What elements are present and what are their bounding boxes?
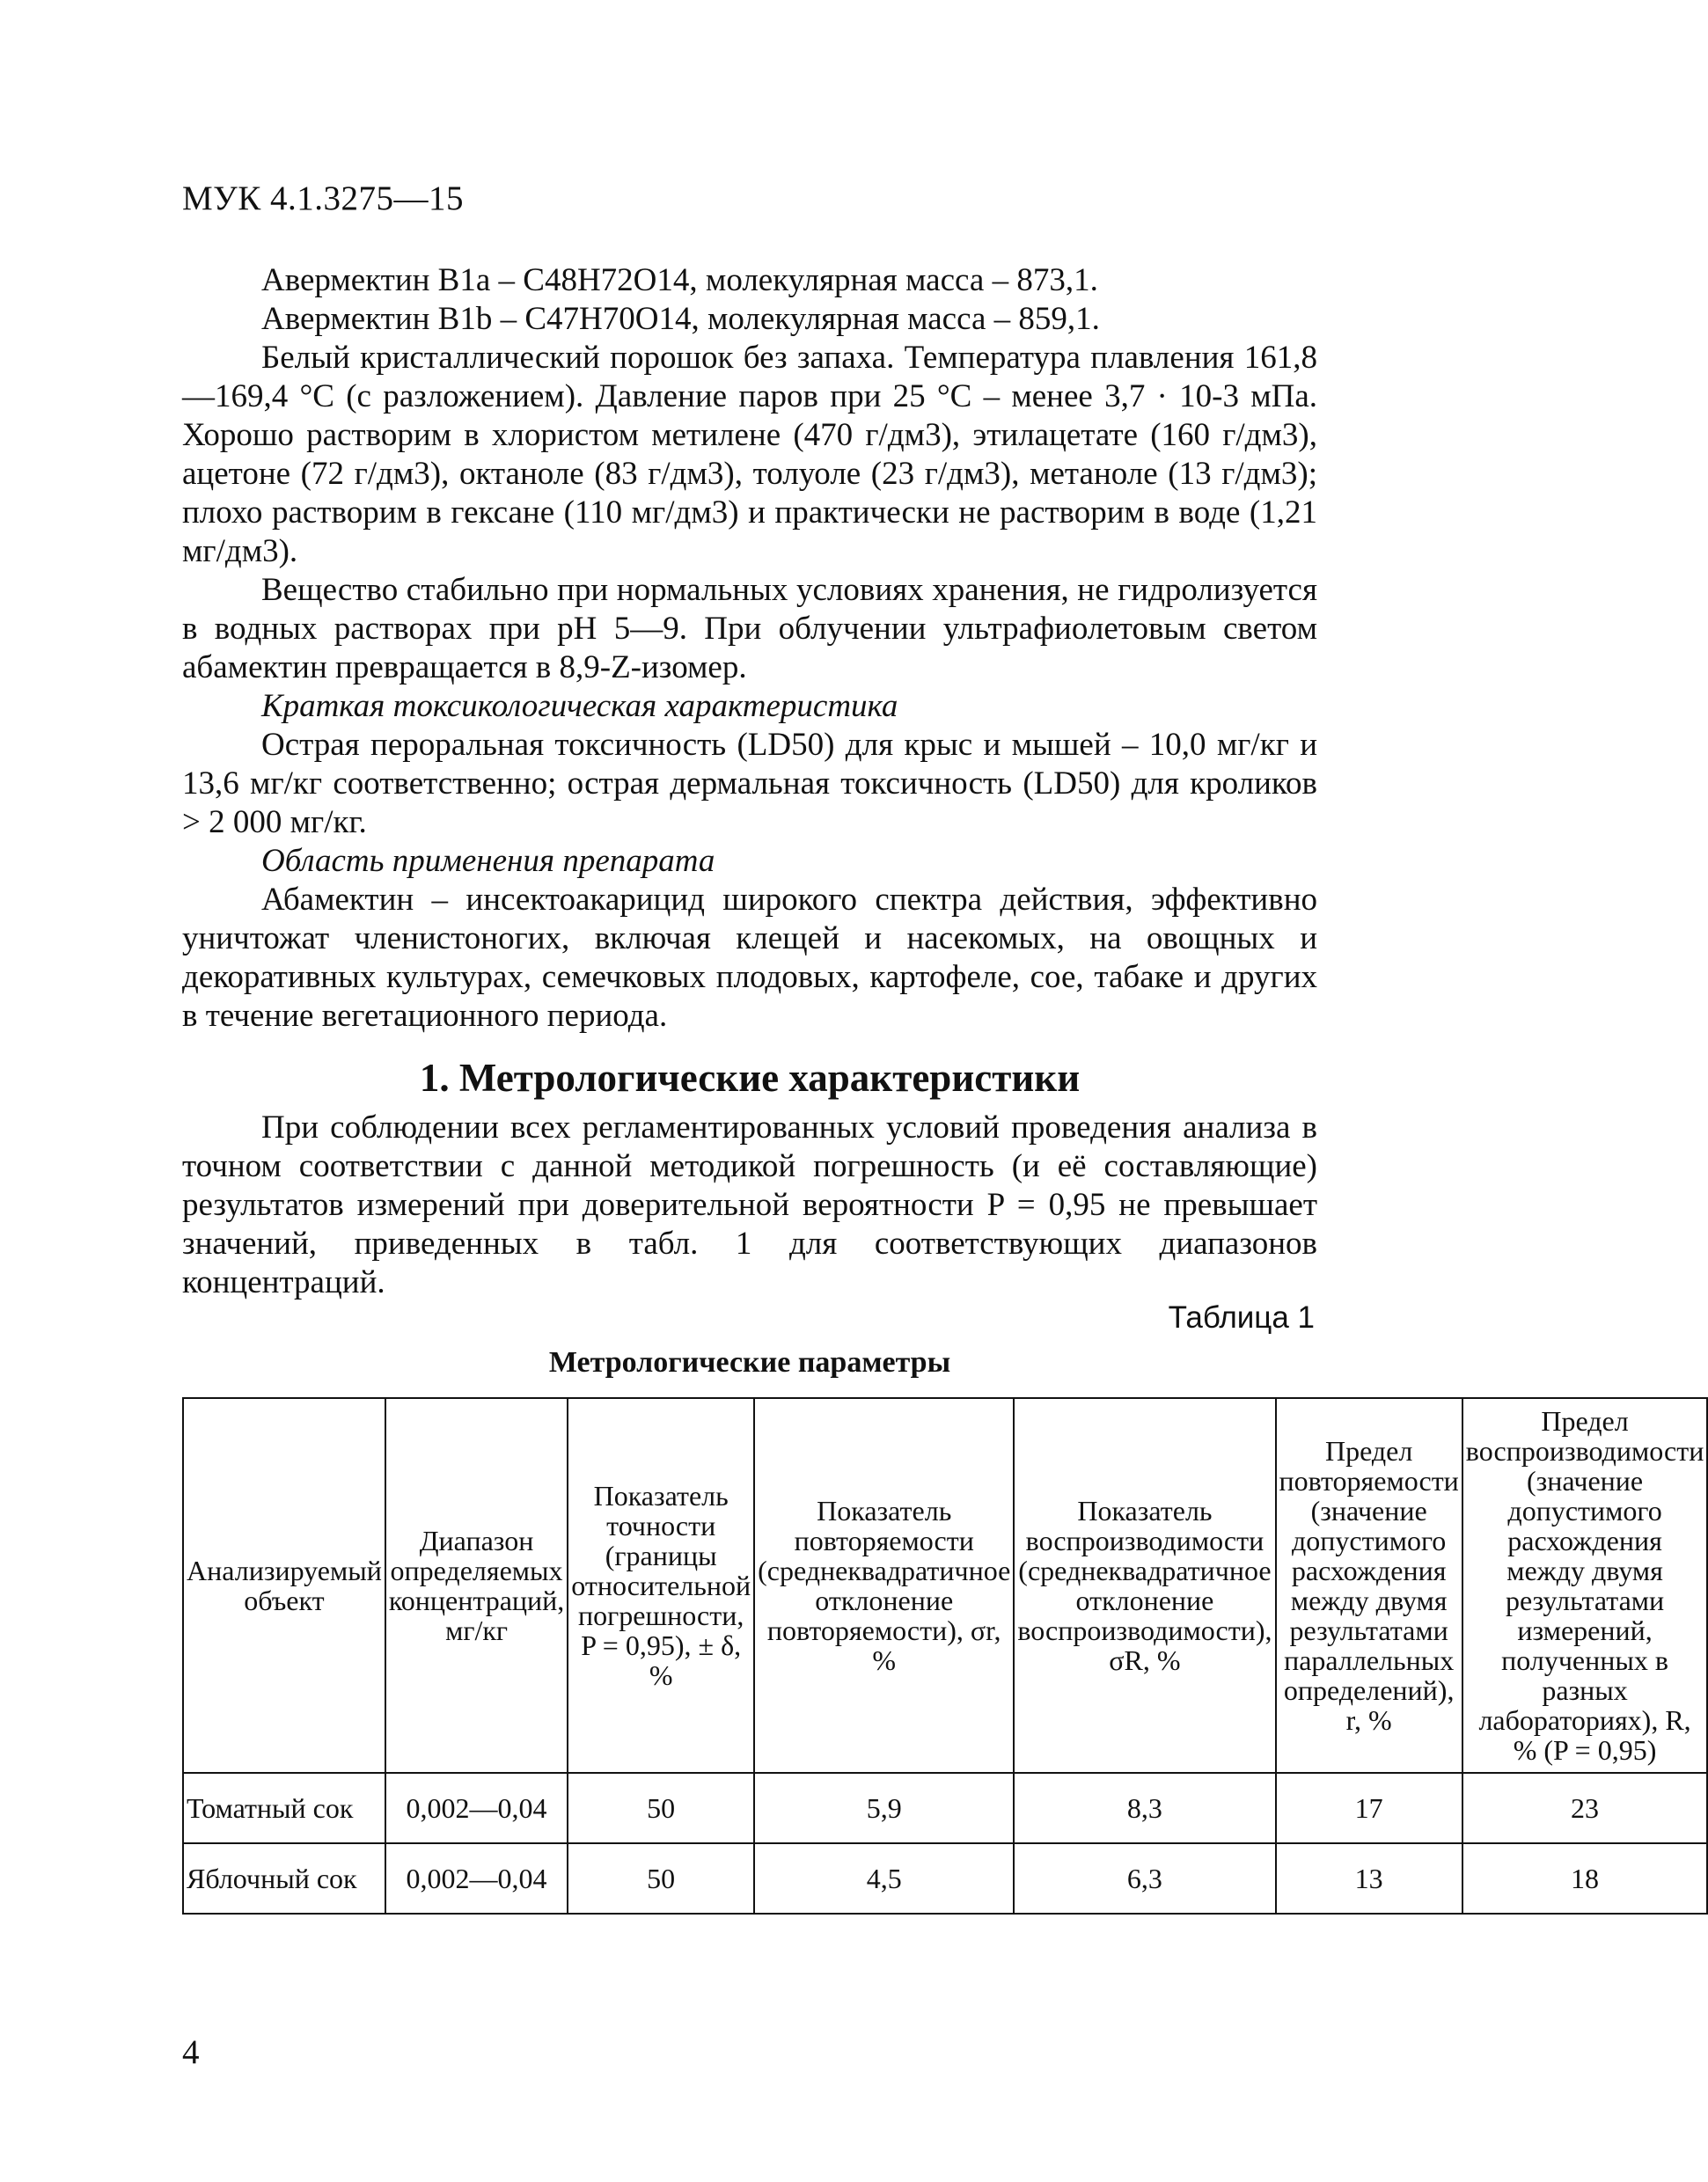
table-row	[183, 1843, 1707, 1914]
cell-accuracy: 50	[568, 1773, 754, 1843]
page-number: 4	[182, 2033, 200, 2071]
cell-repeatability: 4,5	[754, 1843, 1014, 1914]
cell-reprod-limit: 23	[1462, 1773, 1708, 1843]
table-row	[183, 1773, 1707, 1843]
toxicology-subheading: Краткая токсикологическая характеристика	[261, 688, 898, 724]
cell-reproducibility: 6,3	[1014, 1843, 1275, 1914]
properties-paragraph: Белый кристаллический порошок без запаха. Температура плавления 161,8—169,4 °C (с разложением). Давление паров при 25 °C – менее 3,7 · 10-3 мПа. Хорошо растворим в хлористом метилене (470 г/дм3), этилацетате (160 г/дм3), ацетоне (72 г/дм3), октаноле (83 г/дм3), толуоле (23 г/дм3), метаноле (13 г/дм3); плохо растворим в гексане (110 мг/дм3) и практически не растворим в воде (1,21 мг/дм3).	[182, 340, 1317, 569]
stability-paragraph: Вещество стабильно при нормальных условиях хранения, не гидролизуется в водных растворах при pH 5—9. При облучении ультрафиолетовым светом абамектин превращается в 8,9-Z-изомер.	[182, 572, 1317, 685]
cell-reprod-limit: 18	[1462, 1843, 1708, 1914]
cell-object: Яблочный сок	[183, 1843, 385, 1914]
cell-range: 0,002—0,04	[385, 1843, 568, 1914]
col-header-repeatability: Показатель повторяемости (среднеквадратичное отклонение повторяемости), σr, %	[754, 1398, 1014, 1773]
table-header-row	[183, 1398, 1707, 1773]
formula-b1b: Авермектин B1b – C47H70O14, молекулярная масса – 859,1.	[261, 301, 1100, 337]
cell-accuracy: 50	[568, 1843, 754, 1914]
col-header-range: Диапазон определяемых концентраций, мг/кг	[385, 1398, 568, 1773]
table-number: Таблица 1	[1168, 1300, 1315, 1335]
cell-repeat-limit: 17	[1276, 1773, 1462, 1843]
col-header-repeat-limit: Предел повторяемости (значение допустимого расхождения между двумя результатами параллельных определений), r, %	[1276, 1398, 1462, 1773]
toxicity-paragraph: Острая пероральная токсичность (LD50) для крыс и мышей – 10,0 мг/кг и 13,6 мг/кг соответственно; острая дермальная токсичность (LD50) для кроликов > 2 000 мг/кг.	[182, 727, 1317, 840]
section-title: 1. Метрологические характеристики	[419, 1056, 1081, 1100]
metrology-table	[182, 1397, 1708, 1915]
usage-subheading: Область применения препарата	[261, 843, 715, 879]
body-text-top	[182, 261, 1317, 1036]
cell-object: Томатный сок	[183, 1773, 385, 1843]
col-header-object: Анализируемый объект	[183, 1398, 385, 1773]
col-header-reproducibility: Показатель воспроизводимости (среднеквадратичное отклонение воспроизводимости), σR, %	[1014, 1398, 1275, 1773]
col-header-accuracy: Показатель точности (границы относительной погрешности, P = 0,95), ± δ, %	[568, 1398, 754, 1773]
cell-repeatability: 5,9	[754, 1773, 1014, 1843]
cell-repeat-limit: 13	[1276, 1843, 1462, 1914]
formula-b1a: Авермектин B1a – C48H72O14, молекулярная масса – 873,1.	[261, 262, 1098, 298]
cell-range: 0,002—0,04	[385, 1773, 568, 1843]
document-code: МУК 4.1.3275—15	[182, 179, 465, 217]
col-header-reprod-limit: Предел воспроизводимости (значение допустимого расхождения между двумя результатами измерений, полученных в разных лабораториях), R, % (P = 0,95)	[1462, 1398, 1708, 1773]
cell-reproducibility: 8,3	[1014, 1773, 1275, 1843]
table-title: Метрологические параметры	[548, 1346, 951, 1379]
section-paragraph: При соблюдении всех регламентированных условий проведения анализа в точном соответствии с данной методикой погрешность (и её составляющие) результатов измерений при доверительной вероятности P = 0,95 не превышает значений, приведенных в табл. 1 для соответствующих диапазонов концентраций.	[182, 1109, 1317, 1300]
usage-paragraph: Абамектин – инсектоакарицид широкого спектра действия, эффективно уничтожат членистоногих, включая клещей и насекомых, на овощных и декоративных культурах, семечковых плодовых, картофеле, сое, табаке и других в течение вегетационного периода.	[182, 882, 1317, 1034]
section-body	[182, 1109, 1317, 1302]
